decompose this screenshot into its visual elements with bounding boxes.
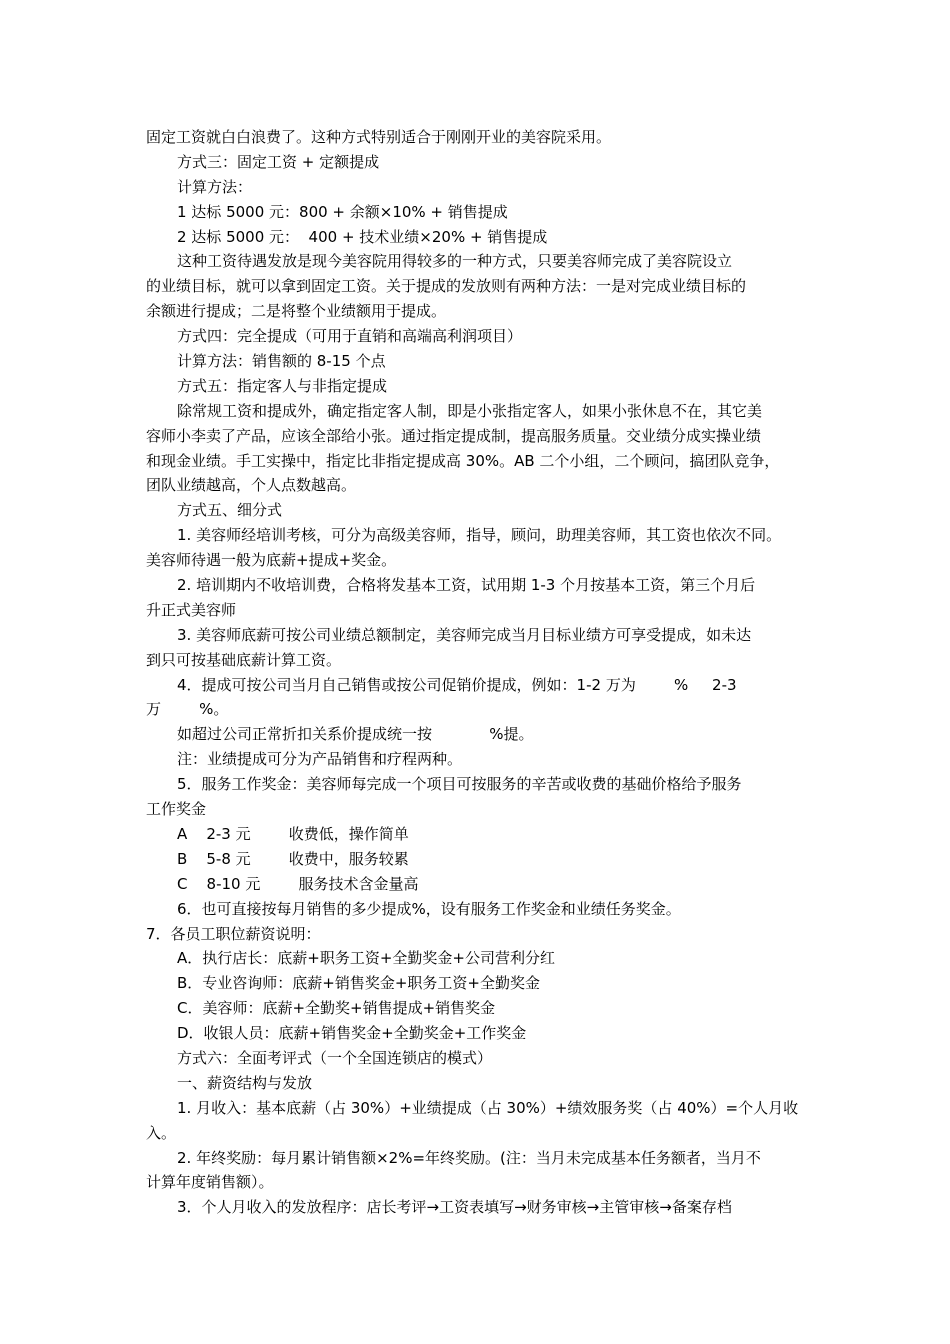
text-line: 1. 美容师经培训考核，可分为高级美容师，指导，顾问，助理美容师，其工资也依次不同。 bbox=[177, 526, 782, 545]
text-line: 余额进行提成；二是将整个业绩额用于提成。 bbox=[146, 302, 447, 321]
text-line: 入。 bbox=[146, 1123, 177, 1142]
text-line: A 2-3 元 收费低，操作简单 bbox=[177, 824, 409, 843]
text-line: 3. 美容师底薪可按公司业绩总额制定，美容师完成当月目标业绩方可享受提成，如未达 bbox=[177, 625, 752, 644]
text-line: B 5-8 元 收费中，服务较累 bbox=[177, 849, 409, 868]
text-line: 容师小李卖了产品，应该全部给小张。通过指定提成制，提高服务质量。交业绩分成实操业绩 bbox=[146, 426, 762, 445]
text-line: C 8-10 元 服务技术含金量高 bbox=[177, 874, 419, 893]
text-line: 固定工资就白白浪费了。这种方式特别适合于刚刚开业的美容院采用。 bbox=[146, 128, 612, 146]
text-line: D．收银人员：底薪+销售奖金+全勤奖金+工作奖金 bbox=[177, 1024, 527, 1043]
text-line: 如超过公司正常折扣关系价提成统一按 %提。 bbox=[177, 725, 534, 744]
text-line: C．美容师：底薪+全勤奖+销售提成+销售奖金 bbox=[177, 999, 496, 1018]
text-line: 团队业绩越高，个人点数越高。 bbox=[146, 476, 357, 495]
text-line: 3．个人月收入的发放程序：店长考评→工资表填写→财务审核→主管审核→备案存档 bbox=[177, 1198, 732, 1217]
text-line: 这种工资待遇发放是现今美容院用得较多的一种方式，只要美容师完成了美容院设立 bbox=[177, 252, 733, 271]
text-line: 1. 月收入：基本底薪（占 30%）+业绩提成（占 30%）+绩效服务奖（占 40%）=个人月收 bbox=[177, 1098, 799, 1117]
text-line: 除常规工资和提成外，确定指定客人制，即是小张指定客人，如果小张休息不在，其它美 bbox=[177, 401, 763, 420]
text-line: 6．也可直接按每月销售的多少提成%，设有服务工作奖金和业绩任务奖金。 bbox=[177, 899, 681, 918]
text-line: 工作奖金 bbox=[146, 800, 207, 819]
text-line: 一、薪资结构与发放 bbox=[177, 1073, 313, 1092]
text-line: 5．服务工作奖金：美容师每完成一个项目可按服务的辛苦或收费的基础价格给予服务 bbox=[177, 775, 742, 794]
document-body bbox=[146, 125, 826, 1220]
text-line: A．执行店长：底薪+职务工资+全勤奖金+公司营利分红 bbox=[177, 949, 555, 968]
text-line: 2. 年终奖励：每月累计销售额×2%=年终奖励。(注：当月未完成基本任务额者，当月不 bbox=[177, 1148, 761, 1167]
text-line: 方式五：指定客人与非指定提成 bbox=[177, 376, 388, 395]
text-line: 的业绩目标，就可以拿到固定工资。关于提成的发放则有两种方法：一是对完成业绩目标的 bbox=[146, 277, 747, 296]
text-line: B．专业咨询师：底薪+销售奖金+职务工资+全勤奖金 bbox=[177, 974, 540, 993]
text-line: 万 %。 bbox=[146, 700, 229, 719]
text-line: 7．各员工职位薪资说明： bbox=[146, 924, 321, 943]
text-line: 美容师待遇一般为底薪+提成+奖金。 bbox=[146, 551, 397, 570]
text-line: 1 达标 5000 元：800 + 余额×10% + 销售提成 bbox=[177, 202, 508, 221]
text-line: 计算年度销售额）。 bbox=[146, 1173, 274, 1192]
text-line: 方式五、细分式 bbox=[177, 501, 283, 520]
text-line: 计算方法：销售额的 8-15 个点 bbox=[177, 352, 386, 371]
text-line: 注：业绩提成可分为产品销售和疗程两种。 bbox=[177, 750, 463, 769]
text-line: 方式四：完全提成（可用于直销和高端高利润项目） bbox=[177, 327, 523, 346]
text-line: 4．提成可按公司当月自己销售或按公司促销价提成，例如：1-2 万为 % 2-3 bbox=[177, 675, 737, 694]
text-line: 2 达标 5000 元： 400 + 技术业绩×20% + 销售提成 bbox=[177, 227, 548, 246]
text-line: 到只可按基础底薪计算工资。 bbox=[146, 650, 342, 669]
text-line: 方式六：全面考评式（一个全国连锁店的模式） bbox=[177, 1048, 493, 1067]
text-line: 和现金业绩。手工实操中，指定比非指定提成高 30%。AB 二个小组，二个顾问，搞团队竞争， bbox=[146, 451, 780, 470]
text-line: 2. 培训期内不收培训费，合格将发基本工资，试用期 1-3 个月按基本工资，第三个月后 bbox=[177, 576, 756, 595]
text-line: 方式三：固定工资 + 定额提成 bbox=[177, 152, 380, 171]
text-line: 升正式美容师 bbox=[146, 600, 237, 619]
text-line: 计算方法： bbox=[177, 177, 253, 196]
